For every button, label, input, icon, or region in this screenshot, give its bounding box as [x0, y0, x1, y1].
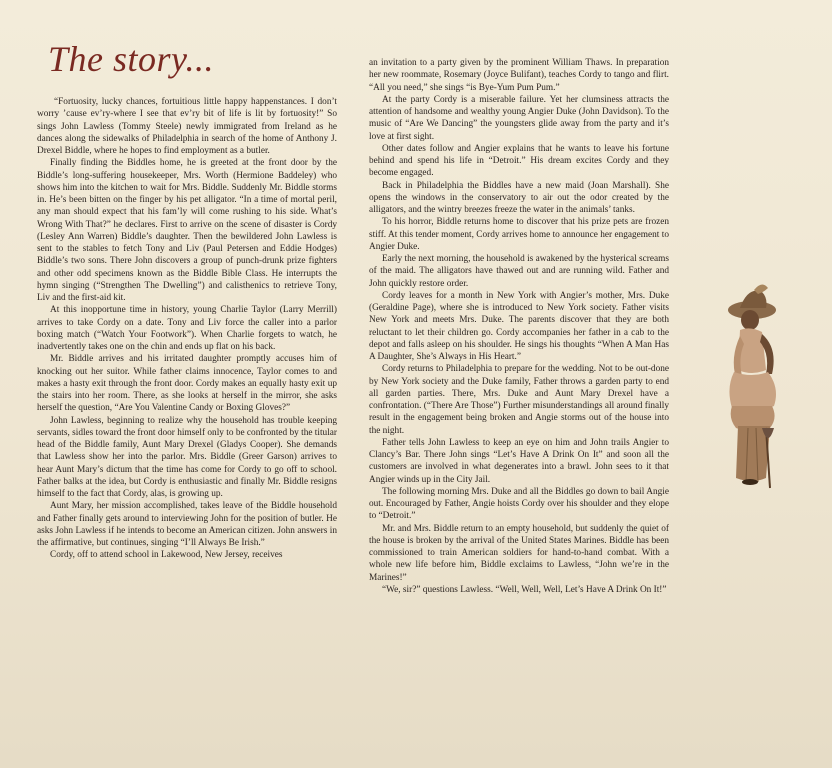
- story-paragraph: The following morning Mrs. Duke and all the Biddles go down to bail Angie out. Encouraged by Father, Angie hoists Cordy over his shoulder and they elope to “Detroit.”: [369, 486, 669, 522]
- story-paragraph: John Lawless, beginning to realize why the household has trouble keeping servants, sidles toward the front door himself only to be confronted by the titular head of the Biddle family, Aunt Mary Drexel (Gladys Cooper). She demands that Lawless show her into the parlor. Mrs. Biddle (Greer Garson) arrives to hear Aunt Mary’s dictum that the time has come for Cordy to go off to school. Father balks at the idea, but Cordy is enthusiastic and finally Mr. Biddle resigns himself to the fact that Cordy, alas, is growing up.: [37, 415, 338, 499]
- story-paragraph: Cordy, off to attend school in Lakewood, New Jersey, receives: [50, 550, 283, 561]
- page-title: The story...: [48, 39, 215, 79]
- story-paragraph: “Fortuosity, lucky chances, fortuitious little happy happenstances. I don’t worry ’cause ev’ry-where I see that ev’ry bit of life is lit by fortuosity!” So sings John Lawless (Tommy Steele) newly immigrated from Ireland as he dances along the sidewalks of Philadelphia in search of the home of Anthony J. Drexel Biddle, where he hopes to find employment as a butler.: [37, 97, 337, 156]
- story-paragraph: To his horror, Biddle returns home to discover that his prize pets are frozen stiff. At this tender moment, Cordy arrives home to announce her engagement to Angier Duke.: [369, 217, 669, 252]
- story-paragraph: “We, sir?” questions Lawless. “Well, Well, Well, Let’s Have A Drink On It!”: [382, 584, 667, 595]
- story-paragraph: Back in Philadelphia the Biddles have a new maid (Joan Marshall). She opens the windows in the conservatory to air out the odor created by the alligators, and the wintry breezes freeze the water in the animals’ tanks.: [369, 180, 669, 215]
- story-paragraph: Early the next morning, the household is awakened by the hysterical screams of the maid. The alligators have thawed out and are running wild. Father and John quickly restore order.: [369, 254, 669, 289]
- story-paragraph: Cordy leaves for a month in New York with Angier’s mother, Mrs. Duke (Geraldine Page), where she is introduced to New York society. Father visits New York and meets Mrs. Duke. The parents discover that they are both reluctant to let their children go. Cordy accompanies her father in a cab to the depot and falls asleep on his shoulder. He sings his thoughts “When A Man Has A Daughter, She’s Always in His Heart.”: [369, 290, 669, 362]
- story-paragraph: Mr. Biddle arrives and his irritated daughter promptly accuses him of knocking out her suitor. While father claims innocence, Taylor comes to and makes a hasty exit through the front door. Cordy makes an equally hasty exit up the stairs into her room. There, as she looks at herself in the mirror, she asks herself the question, “Are You Valentine Candy or Boxing Gloves?”: [37, 354, 337, 414]
- story-paragraph: Finally finding the Biddles home, he is greeted at the front door by the Biddle’s long-suffering housekeeper, Mrs. Worth (Hermione Baddeley) who shows him into the kitchen to wait for Mrs. Biddle. Suddenly Mr. Biddle storms in. He’s been bitten on the finger by his pet alligator. “In a time of mortal peril, any man should expect that his fam’ly will come rushing to his side. What’s Wrong With That?” he declares. First to arrive on the scene of disaster is Cordy (Lesley Ann Warren) Biddle’s daughter. Then the bewildered John Lawless is sent to the stables to fetch Tony and Liv (Paul Petersen and Eddie Hodges) Biddle’s two sons. There John discovers a group of punch-drunk prize fighters and other odd specimens known as the Biddle Bible Class. He interrupts the hymn singing (“Strengthen The Dwelling”) and calisthenics to retrieve Tony, Liv and the first-aid kit.: [37, 158, 337, 303]
- story-paragraph: Cordy returns to Philadelphia to prepare for the wedding. Not to be out-done by New York society and the Duke family, Father throws a garden party to end all garden parties. There, Mrs. Duke and Aunt Mary Drexel have a confrontation. (“There Are Those”) Further misunderstandings all around finally result in the engagement being broken and Angie storms out of the house into the night.: [369, 364, 669, 436]
- story-paragraph: an invitation to a party given by the prominent William Thaws. In preparation her new roommate, Rosemary (Joyce Bulifant), teaches Cordy to tango and flirt. “All you need,” she sings “is Bye-Yum Pum Pum.”: [369, 58, 669, 93]
- story-paragraph: At the party Cordy is a miserable failure. Yet her clumsiness attracts the attention of handsome and wealthy young Angier Duke (John Davidson). To the music of “Are We Dancing” the youngsters glide away from the party and it’s love at first sight.: [369, 94, 669, 142]
- story-paragraph: Aunt Mary, her mission accomplished, takes leave of the Biddle household and Father finally gets around to interviewing John for the position of butler. He asks John Lawless if he intends to become an American citizen. John answers in the affirmative, but continues, singing “I’ll Always Be Irish.”: [37, 501, 337, 548]
- story-paragraph: Father tells John Lawless to keep an eye on him and John trails Angier to Clancy’s Bar. There John sings “Let’s Have A Drink On It” and soon all the customers are involved in what degenerates into a brawl. John sees to it that Angier winds up in the City Jail.: [369, 437, 669, 485]
- woman-in-edwardian-dress-illustration: [722, 278, 792, 498]
- story-paragraph: Other dates follow and Angier explains that he wants to leave his fortune behind and spend his life in “Detroit.” His dream excites Cordy and they become engaged.: [369, 143, 669, 179]
- story-column-left: [37, 96, 337, 562]
- story-column-right: [369, 57, 669, 596]
- story-paragraph: Mr. and Mrs. Biddle return to an empty household, but suddenly the quiet of the house is broken by the arrival of the United States Marines. Biddle has been commissioned to train American soldiers for hand-to-hand combat. With a whole new life before him, Biddle exclaims to Lawless, “John we’re in the Marines!”: [369, 523, 669, 583]
- story-paragraph: At this inopportune time in history, young Charlie Taylor (Larry Merrill) arrives to take Cordy on a date. Tony and Liv force the caller into a parlor boxing match (“Watch Your Footwork”). When Charlie forgets to watch, he inadvertently takes one on the chin and ends up flat on his back.: [37, 305, 337, 352]
